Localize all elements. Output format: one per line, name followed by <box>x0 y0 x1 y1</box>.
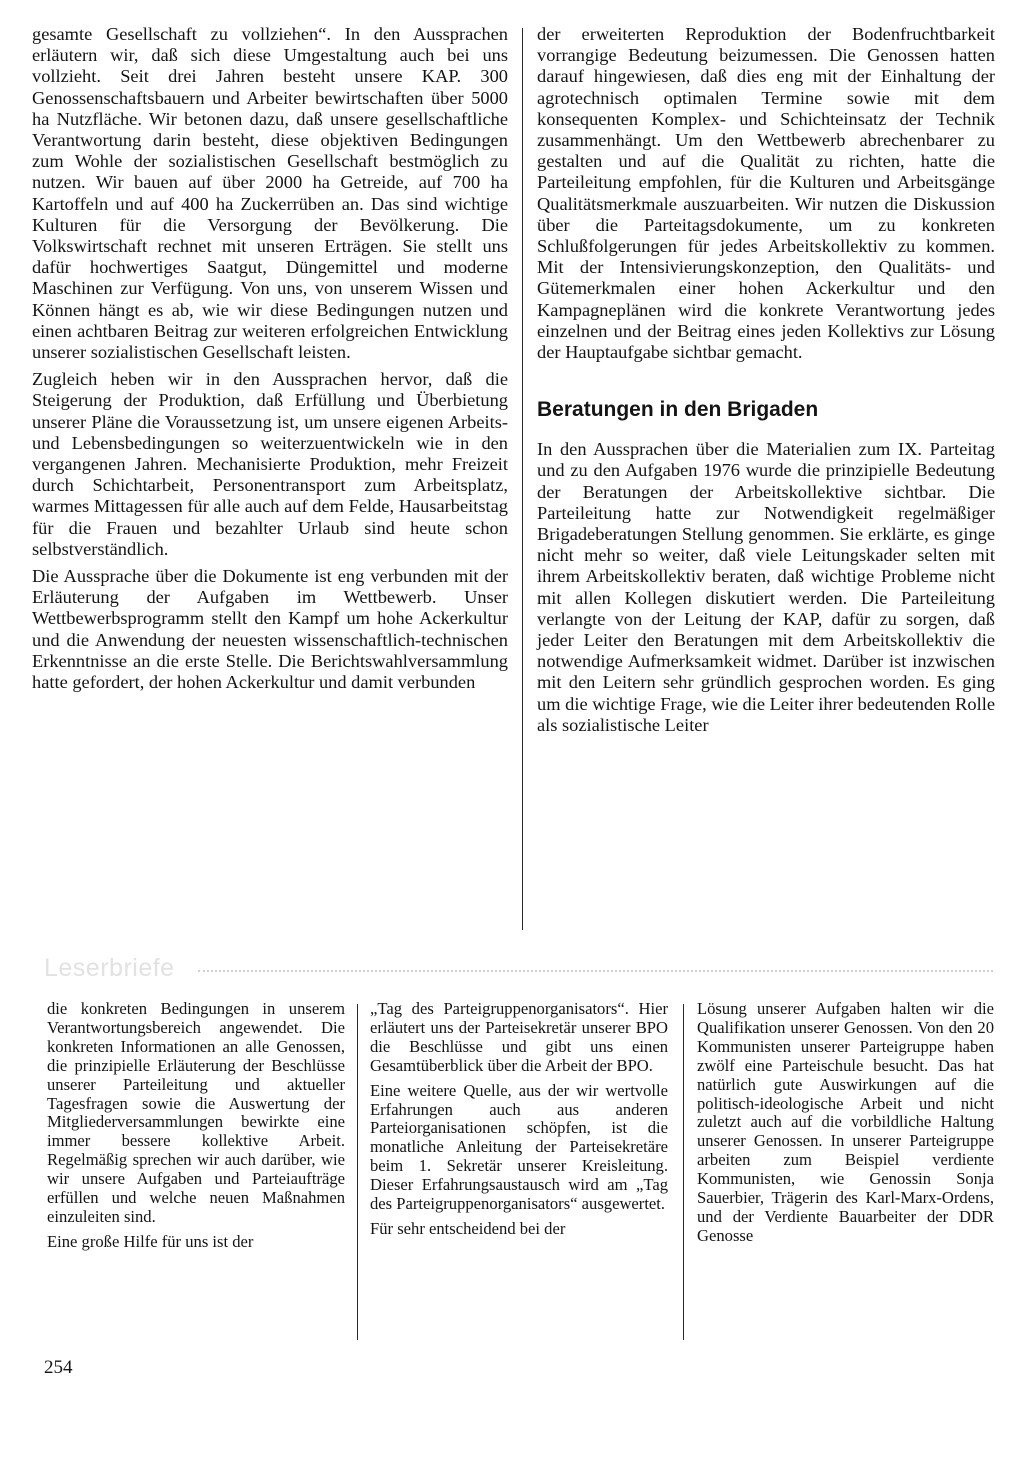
paragraph: Zugleich heben wir in den Aussprachen hervor, daß die Steigerung der Produktion, daß Erfüllung und Überbietung unserer Pläne die Voraussetzung ist, um unsere eigenen Arbeits- und Lebensbedingungen so weiterzuentwickeln wie in den vergangenen Jahren. Mechanisierte Produktion, mehr Freizeit durch Schichtarbeit, Personentransport zum Arbeitsplatz, warmes Mittagessen für alle auch auf dem Felde, Hausarbeitstag für die Frauen und bezahlter Urlaub sind heute schon selbstverständlich. <box>32 369 508 559</box>
paragraph: „Tag des Parteigruppenorganisators“. Hier erläutert uns der Parteisekretär unserer BPO die Beschlüsse und gibt uns einen Gesamtüberblick über die Arbeit der BPO. <box>370 999 668 1075</box>
letters-column-3 <box>697 1000 994 1246</box>
column-divider <box>522 28 523 930</box>
paragraph: Lösung unserer Aufgaben halten wir die Qualifikation unserer Genossen. Von den 20 Kommunisten unserer Parteigruppe haben zwölf eine Parteischule besucht. Das hat natürlich gute Auswirkungen auf die politisch-ideologische Arbeit und nicht zuletzt auch auf die vorbildliche Haltung unserer Genossen. In unserer Parteigruppe arbeiten zum Beispiel verdiente Kommunisten, wie Genossin Sonja Sauerbier, Trägerin des Karl-Marx-Ordens, und der Verdiente Bauarbeiter der DDR Genosse <box>697 999 994 1245</box>
paragraph: Eine große Hilfe für uns ist der <box>47 1231 254 1251</box>
paragraph: Die Aussprache über die Dokumente ist eng verbunden mit der Erläuterung der Aufgaben im Wettbewerb. Unser Wettbewerbsprogramm stellt den Kampf um hohe Ackerkultur und die Anwendung der neuesten wissenschaftlich-technischen Erkenntnisse an die erste Stelle. Die Berichtswahlversammlung hatte gefordert, der hohen Ackerkultur und damit verbunden <box>32 566 508 693</box>
article-right-column <box>537 24 995 736</box>
article-left-column <box>32 24 508 693</box>
section-subheading: Beratungen in den Brigaden <box>537 398 819 422</box>
letters-column-2 <box>370 1000 668 1239</box>
section-tag-rule <box>198 970 993 972</box>
section-tag-leserbriefe: Leserbriefe <box>44 954 175 982</box>
paragraph: In den Aussprachen über die Materialien zum IX. Parteitag und zu den Aufgaben 1976 wurde die prinzipielle Bedeutung der Beratungen der Arbeitskollektive sichtbar. Die Parteileitung hatte zur Notwendigkeit regelmäßiger Brigadeberatungen Stellung genommen. Sie erklärte, es ginge nicht mehr so weiter, daß viele Leitungskader selten mit ihrem Arbeitskollektiv beraten, daß wichtige Probleme nicht mit allen Kollegen diskutiert werden. Die Parteileitung verlangte von der Leitung der KAP, dafür zu sorgen, daß jeder Leiter den Beratungen mit dem Arbeitskollektiv die notwendige Aufmerksamkeit widmet. Darüber ist inzwischen mit den Leitern sehr gründlich gesprochen worden. Es ging um die wichtige Frage, wie die Leiter ihrer bedeutenden Rolle als sozialistische Leiter <box>537 439 995 735</box>
letters-column-1 <box>47 1000 345 1252</box>
column-divider <box>683 1004 684 1340</box>
page-number: 254 <box>44 1357 73 1378</box>
column-divider <box>357 1004 358 1340</box>
paragraph: die konkreten Bedingungen in unserem Verantwortungsbereich angewendet. Die konkreten Informationen an alle Genossen, die prinzipielle Erläuterung der Beschlüsse unserer Parteileitung und aktueller Tagesfragen sowie die Auswertung der Mitgliederversammlungen bewirkte eine immer bessere kollektive Arbeit. Regelmäßig sprechen wir auch darüber, wie wir unsere Aufgaben und Parteiaufträge erfüllen und welche neuen Maßnahmen einzuleiten sind. <box>47 999 345 1226</box>
paragraph: Eine weitere Quelle, aus der wir wertvolle Erfahrungen auch aus anderen Parteiorganisationen schöpfen, ist die monatliche Anleitung der Parteisekretäre beim 1. Sekretär unserer Kreisleitung. Dieser Erfahrungsaustausch wird am „Tag des Parteigruppenorganisators“ ausgewertet. <box>370 1080 668 1214</box>
paragraph: Für sehr entscheidend bei der <box>370 1218 566 1238</box>
paragraph: gesamte Gesellschaft zu vollziehen“. In den Aussprachen erläutern wir, daß sich diese Umgestaltung auch bei uns vollzieht. Seit drei Jahren besteht unsere KAP. 300 Genossenschaftsbauern und Arbeiter bewirtschaften über 5000 ha Nutzfläche. Wir betonen dazu, daß unsere gesellschaftliche Verantwortung darin besteht, diese objektiven Bedingungen zum Wohle der sozialistischen Gesellschaft bestmöglich zu nutzen. Wir bauen auf über 2000 ha Getreide, auf 700 ha Kartoffeln und auf 400 ha Zuckerrüben an. Das sind wichtige Kulturen für die Versorgung der Bevölkerung. Die Volkswirtschaft rechnet mit unseren Erträgen. Sie stellt uns dafür hochwertiges Saatgut, Düngemittel und moderne Maschinen zur Verfügung. Von uns, von unserem Wissen und Können hängt es ab, wie wir diese Bedingungen nutzen und einen achtbaren Beitrag zur weiteren erfolgreichen Entwicklung unserer sozialistischen Gesellschaft leisten. <box>32 24 508 363</box>
paragraph: der erweiterten Reproduktion der Bodenfruchtbarkeit vorrangige Bedeutung beizumessen. Die Genossen hatten darauf hingewiesen, daß dies eng mit der Einhaltung der agrotechnisch optimalen Termine sowie mit dem konsequenten Komplex- und Schichteinsatz der Technik zusammenhängt. Um den Wettbewerb abrechenbarer zu gestalten und auf die Qualität zu richten, hatte die Parteileitung empfohlen, für die Kulturen und Arbeitsgänge Qualitätsmerkmale auszuarbeiten. Wir nutzen die Diskussion über die Parteitagsdokumente, um zu konkreten Schlußfolgerungen für jedes Arbeitskollektiv zu kommen. Mit der Intensivierungskonzeption, den Qualitäts- und Gütemerkmalen einer hohen Ackerkultur und den Kampagneplänen wird die konkrete Verantwortung jedes einzelnen und der Beitrag eines jeden Kollektivs zur Lösung der Hauptaufgabe sichtbar gemacht. <box>537 24 995 363</box>
